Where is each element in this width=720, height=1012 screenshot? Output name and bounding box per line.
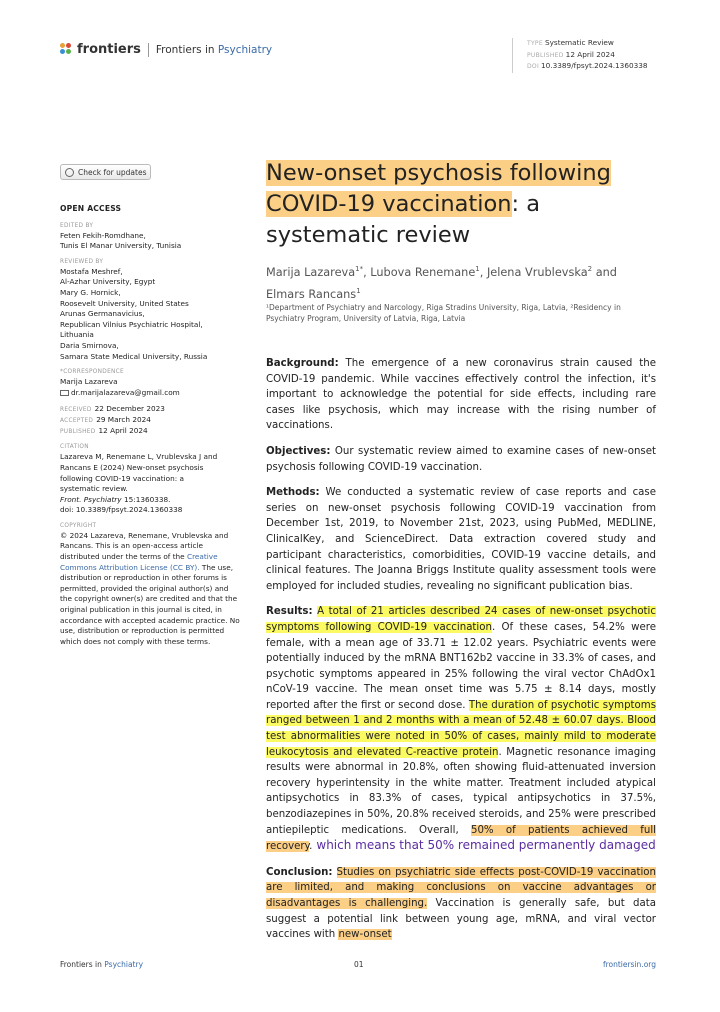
citation-line: Lazareva M, Renemane L, Vrublevska J and	[60, 452, 218, 462]
abstract	[266, 356, 656, 953]
brand-name: frontiers	[77, 42, 141, 57]
citation-line: Rancans E (2024) New-onset psychosis	[60, 462, 204, 472]
dates-block: RECEIVED 22 December 2023 ACCEPTED 29 March 2024 PUBLISHED 12 April 2024	[60, 404, 165, 436]
check-updates-button[interactable]: Check for updates	[60, 164, 151, 180]
cc-license-link[interactable]: Creative Commons Attribution License (CC BY).	[60, 552, 218, 572]
correspondence-label: *CORRESPONDENCE	[60, 369, 124, 376]
journal-title: Frontiers in Psychiatry	[155, 43, 273, 56]
correspondence-name: Marija Lazareva	[60, 377, 118, 387]
citation-doi: doi: 10.3389/fpsyt.2024.1360338	[60, 505, 183, 515]
copyright-text: © 2024 Lazareva, Renemane, Vrublevska and Rancans. This is an open-access article distributed under the terms of the Creative Commons Attribution License (CC BY). The use, distribution or reproduction in other forums is permitted, provided the original author(s) and the copyright owner(s) are credited and that the original publication in this journal is cited, in accordance with accepted academic practice. No use, distribution or reproduction is permitted which does not comply with these terms.	[60, 530, 240, 646]
reviewer-line: Mary G. Hornick,	[60, 287, 121, 297]
article-title: New-onset psychosis following COVID-19 vaccination: a systematic review	[266, 160, 611, 248]
edited-by-label: EDITED BY	[60, 222, 94, 229]
published-date-side: 12 April 2024	[98, 426, 148, 436]
correspondence-email[interactable]: dr.marijalazareva@gmail.com	[71, 387, 180, 397]
reviewer-line: Arunas Germanavicius,	[60, 309, 145, 319]
reviewed-by-label: REVIEWED BY	[60, 258, 104, 265]
published-date: 12 April 2024	[565, 49, 615, 59]
abstract-results: Results: A total of 21 articles described 24 cases of new-onset psychotic symptoms following COVID-19 vaccination. Of these cases, 54.2% were female, with a mean age of 33.71 ± 12.02 years. Psychiatric events were potentially induced by the mRNA BNT162b2 vaccine in 33.3% of cases, and psychotic symptoms appeared in 25% following the viral vector ChAdOx1 nCoV-19 vaccine. The mean onset time was 5.75 ± 8.14 days, mostly reported after the first or second dose. The duration of psychotic symptoms ranged between 1 and 2 months with a mean of 52.48 ± 60.07 days. Blood test abnormalities were noted in 50% of cases, mainly mild to moderate leukocytosis and elevated C-reactive protein. Magnetic resonance imaging results were abnormal in 20.8%, often showing fluid-attenuated inversion recovery hyperintensity in the white matter. Treatment included atypical antipsychotics in 83.3% of cases, typical antipsychotics in 37.5%, benzodiazepines in 50%, 20.8% received steroids, and 25% were prescribed antiepileptic medications. Overall, 50% of patients achieved full recovery. which means that 50% remained permanently damaged	[266, 606, 656, 853]
reviewer-line: Lithuania	[60, 330, 94, 340]
reviewer-line: Daria Smirnova,	[60, 340, 119, 350]
author[interactable]: Jelena Vrublevska$^2$	[486, 265, 593, 279]
citation-label: CITATION	[60, 444, 89, 451]
copyright-label: COPYRIGHT	[60, 522, 97, 529]
correspondence-email-row[interactable]	[60, 388, 240, 399]
sidebar-info	[60, 204, 240, 647]
author[interactable]: Marija Lazareva$^{1*}$	[266, 265, 364, 279]
reviewer-line: Roosevelt University, United States	[60, 298, 189, 308]
citation-line: following COVID-19 vaccination: a	[60, 473, 184, 483]
abstract-methods: Methods: We conducted a systematic review of case reports and case series on new-onset psychosis following COVID-19 vaccination from December 1st, 2019, to November 21st, 2023, using PubMed, MEDLINE, ClinicalKey, and ScienceDirect. Data extraction covered study and participant characteristics, comorbidities, COVID-19 vaccine details, and clinical features. The Joanna Briggs Institute quality assessment tools were employed for included studies, revealing no significant publication bias.	[266, 487, 656, 592]
reviewer-line: Republican Vilnius Psychiatric Hospital,	[60, 319, 203, 329]
citation-line: systematic review.	[60, 484, 128, 494]
article-type: Systematic Review	[544, 38, 614, 47]
received-date: 22 December 2023	[94, 404, 165, 414]
footer-journal: Frontiers in Psychiatry	[60, 960, 144, 969]
author[interactable]: Elmars Rancans$^1$	[266, 286, 361, 301]
reviewer-line: Al-Azhar University, Egypt	[60, 277, 156, 287]
handwritten-annotation: which means that 50% remained permanently damaged	[316, 838, 656, 853]
doi: 10.3389/fpsyt.2024.1360338	[541, 61, 648, 70]
abstract-conclusion: Conclusion: Studies on psychiatric side effects post-COVID-19 vaccination are limited, and making conclusions on vaccine advantages or disadvantages is challenging. Vaccination is generally safe, but data suggest a potential link between young age, mRNA, and viral vector vaccines with new-onset	[266, 866, 656, 941]
affiliations: ¹Department of Psychiatry and Narcology, Riga Stradins University, Riga, Latvia, ²Residency in Psychiatry Program, University of Latvia, Riga, Latvia	[266, 303, 621, 323]
check-updates-icon	[65, 168, 74, 177]
header-divider	[148, 43, 149, 57]
reviewer-line: Samara State Medical University, Russia	[60, 351, 208, 361]
author[interactable]: Lubova Renemane$^1$	[370, 265, 480, 279]
abstract-background: Background: The emergence of a new coronavirus strain caused the COVID-19 pandemic. While vaccines effectively control the infection, it's important to acknowledge the potential for side effects, including rare cases like psychosis, which may increase with the rising number of vaccinations.	[266, 358, 656, 432]
email-icon	[60, 390, 69, 396]
author-list: Marija Lazareva$^{1*}$, Lubova Renemane$^1$, Jelena Vrublevska$^2$ and Elmars Rancans$^1$	[266, 265, 617, 301]
editor-line: Feten Fekih-Romdhane,	[60, 230, 146, 240]
editor-line: Tunis El Manar University, Tunisia	[60, 241, 182, 251]
citation-journal-line: Front. Psychiatry 15:1360338.	[60, 494, 171, 504]
abstract-objectives: Objectives: Our systematic review aimed to examine cases of new-onset psychosis following COVID-19 vaccination.	[266, 445, 656, 473]
accepted-date: 29 March 2024	[96, 415, 151, 425]
journal-header	[60, 42, 272, 57]
footer-site-link[interactable]: frontiersin.org	[602, 960, 656, 969]
article-meta: TYPE Systematic Review PUBLISHED 12 April 2024 DOI 10.3389/fpsyt.2024.1360338	[512, 38, 707, 73]
page-number: 01	[354, 960, 364, 969]
reviewer-line: Mostafa Meshref,	[60, 266, 123, 276]
frontiers-logo-icon	[60, 43, 73, 56]
open-access-label: OPEN ACCESS	[60, 204, 122, 213]
